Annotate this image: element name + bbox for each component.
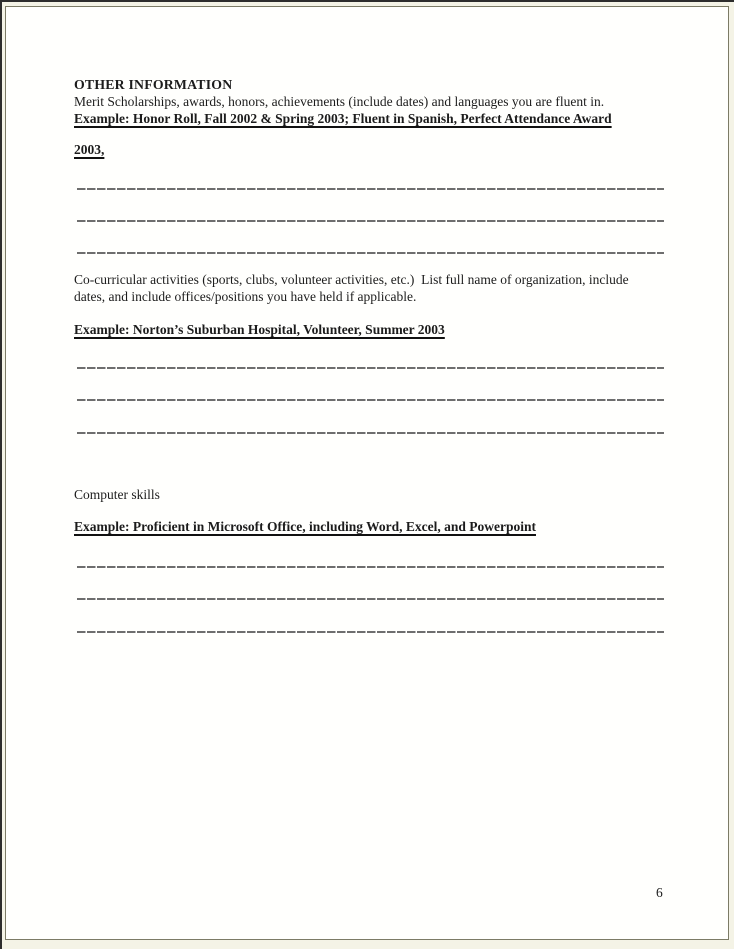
write-in-line — [77, 432, 664, 434]
norton-hospital-example: Example: Norton’s Suburban Hospital, Volunteer, Summer 2003 — [74, 322, 445, 337]
merit-scholarships-prompt: Merit Scholarships, awards, honors, achievements (include dates) and languages you are fluent in. — [74, 94, 605, 109]
section-heading-other-information: OTHER INFORMATION — [74, 77, 233, 92]
write-in-line — [77, 399, 664, 401]
microsoft-office-example: Example: Proficient in Microsoft Office, including Word, Excel, and Powerpoint — [74, 519, 536, 534]
write-in-line — [77, 188, 664, 190]
write-in-line — [77, 631, 664, 633]
write-in-line — [77, 566, 664, 568]
write-in-line — [77, 252, 664, 254]
co-curricular-prompt-line-1: Co-curricular activities (sports, clubs, volunteer activities, etc.) List full name of organization, include — [74, 272, 629, 287]
computer-skills-prompt: Computer skills — [74, 487, 160, 502]
honor-roll-example-line-2: 2003, — [74, 142, 105, 157]
write-in-line — [77, 598, 664, 600]
write-in-line — [77, 220, 664, 222]
write-in-line — [77, 367, 664, 369]
page-border — [5, 6, 729, 940]
co-curricular-prompt-line-2: dates, and include offices/positions you have held if applicable. — [74, 289, 417, 304]
page-number: 6 — [656, 885, 663, 900]
honor-roll-example-line-1: Example: Honor Roll, Fall 2002 & Spring 2003; Fluent in Spanish, Perfect Attendance Award — [74, 111, 612, 126]
